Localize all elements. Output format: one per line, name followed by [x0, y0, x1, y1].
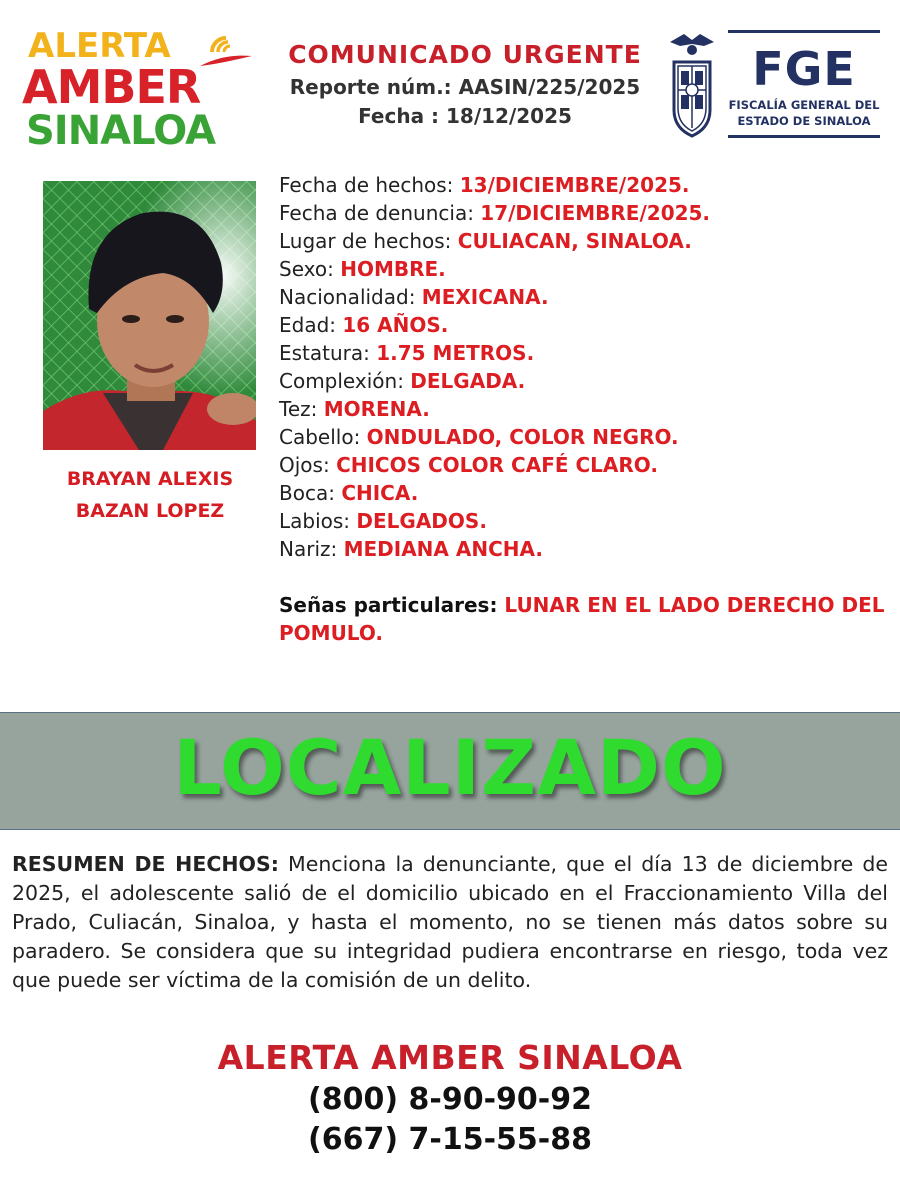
detail-row [279, 535, 900, 563]
phone-number-2: (667) 7-15-55-88 [308, 1122, 592, 1157]
detail-label: Cabello: [279, 425, 367, 449]
signal-waves-icon [194, 30, 256, 70]
detail-row [279, 395, 900, 423]
detail-label: Lugar de hechos: [279, 229, 458, 253]
detail-row [279, 367, 900, 395]
case-summary [12, 850, 888, 995]
detail-row [279, 479, 900, 507]
detail-label: Labios: [279, 509, 357, 533]
logo-line-amber: AMBER [22, 60, 201, 114]
status-banner [0, 712, 900, 830]
fge-bottom-rule [728, 135, 880, 138]
detail-label: Nacionalidad: [279, 285, 422, 309]
footer-title: ALERTA AMBER SINALOA [217, 1038, 683, 1077]
detail-value: MEDIANA ANCHA. [343, 537, 543, 561]
detail-row [279, 339, 900, 367]
detail-row [279, 171, 900, 199]
detail-row [279, 507, 900, 535]
detail-value: CHICOS COLOR CAFÉ CLARO. [336, 453, 658, 477]
distinguishing-marks-label: Señas particulares: [279, 593, 505, 617]
detail-value: DELGADOS. [356, 509, 487, 533]
person-photo [43, 181, 256, 450]
detail-label: Sexo: [279, 257, 341, 281]
detail-value: CULIACAN, SINALOA. [457, 229, 692, 253]
detail-label: Edad: [279, 313, 343, 337]
logo-line-alerta: ALERTA [28, 26, 171, 66]
detail-value: CHICA. [341, 481, 419, 505]
state-seal-icon [664, 28, 720, 140]
alerta-amber-logo [22, 26, 252, 156]
detail-row [279, 423, 900, 451]
detail-value: HOMBRE. [340, 257, 446, 281]
status-text: LOCALIZADO [173, 723, 727, 812]
detail-label: Ojos: [279, 453, 337, 477]
detail-label: Tez: [279, 397, 324, 421]
detail-value: 1.75 METROS. [376, 341, 535, 365]
detail-value: 16 AÑOS. [342, 313, 449, 337]
person-name-line1: BRAYAN ALEXIS [66, 468, 234, 490]
detail-label: Nariz: [279, 537, 344, 561]
logo-line-sinaloa: SINALOA [26, 108, 216, 154]
detail-label: Fecha de hechos: [279, 173, 460, 197]
detail-row [279, 227, 900, 255]
detail-row [279, 199, 900, 227]
report-date: Fecha : 18/12/2025 [358, 104, 572, 128]
detail-row [279, 283, 900, 311]
fge-logo [728, 30, 880, 138]
detail-label: Boca: [279, 481, 342, 505]
detail-row [279, 311, 900, 339]
communique-title: COMUNICADO URGENTE [288, 40, 642, 69]
report-number: Reporte núm.: AASIN/225/2025 [289, 75, 641, 99]
distinguishing-marks [279, 591, 897, 647]
distinguishing-marks-value: LUNAR EN EL LADO DERECHO DEL POMULO. [279, 593, 885, 645]
fge-top-rule [728, 30, 880, 33]
fge-name-line1: FISCALÍA GENERAL DEL [728, 98, 880, 112]
fge-name-line2: ESTADO DE SINALOA [737, 114, 871, 128]
detail-value: 17/DICIEMBRE/2025. [480, 201, 711, 225]
detail-label: Estatura: [279, 341, 377, 365]
detail-label: Fecha de denuncia: [279, 201, 481, 225]
detail-row [279, 255, 900, 283]
detail-label: Complexión: [279, 369, 411, 393]
phone-number-1: (800) 8-90-90-92 [308, 1082, 592, 1117]
person-name-line2: BAZAN LOPEZ [75, 500, 225, 522]
case-summary-text: Menciona la denunciante, que el día 13 de diciembre de 2025, el adolescente salió de el domicilio ubicado en el Fraccionamiento Villa del Prado, Culiacán, Sinaloa, y hasta el momento, no se tienen más datos sobre su paradero. Se considera que su integridad pudiera encontrarse en riesgo, toda vez que puede ser víctima de la comisión de un delito. [12, 852, 888, 992]
detail-value: MEXICANA. [421, 285, 549, 309]
person-details-list [279, 171, 900, 563]
detail-row [279, 451, 900, 479]
detail-value: DELGADA. [410, 369, 526, 393]
detail-value: 13/DICIEMBRE/2025. [459, 173, 690, 197]
detail-value: MORENA. [323, 397, 430, 421]
fge-acronym: FGE [752, 42, 856, 96]
case-summary-label: RESUMEN DE HECHOS: [12, 852, 279, 876]
detail-value: ONDULADO, COLOR NEGRO. [366, 425, 679, 449]
